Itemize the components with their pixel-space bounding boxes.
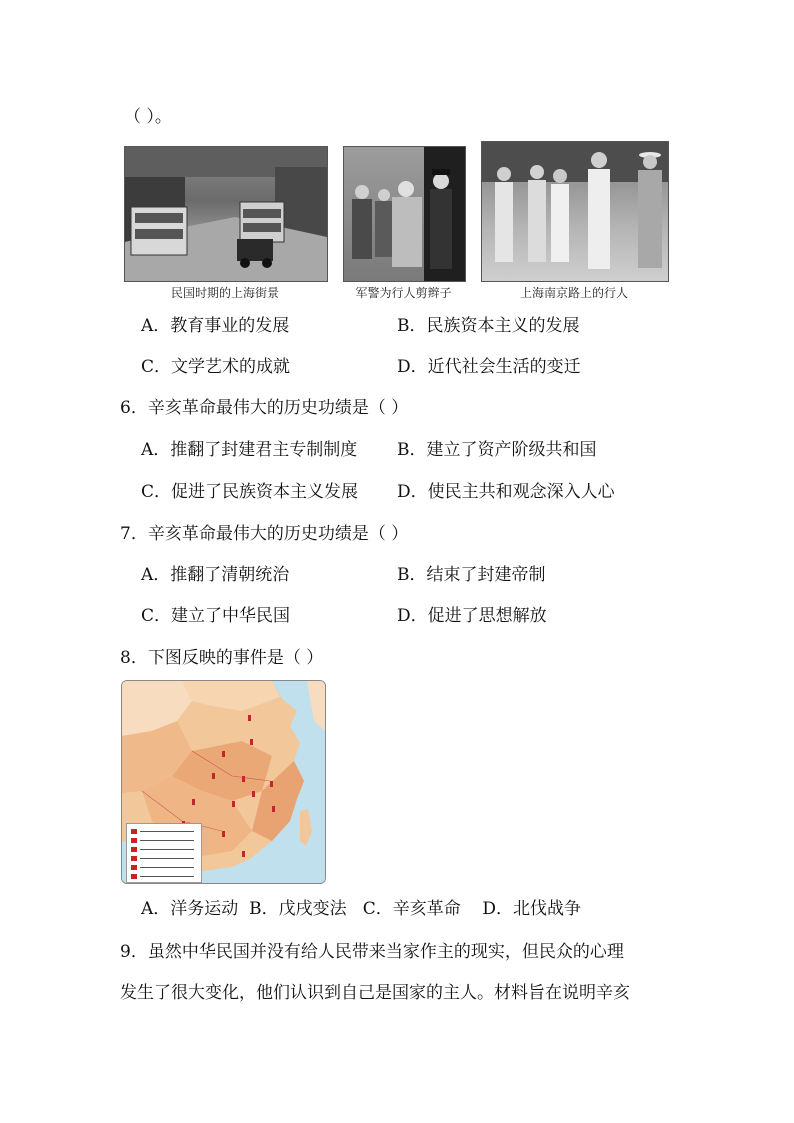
q7-option-c: C．建立了中华民国 — [141, 606, 291, 626]
q6-stem: 6．辛亥革命最伟大的历史功绩是（ ） — [120, 398, 409, 418]
q8-options: A．洋务运动 B．戊戌变法 C．辛亥革命 D．北伐战争 — [141, 899, 582, 919]
nanjing-road-photo — [481, 141, 669, 282]
q6-option-a: A．推翻了封建君主专制制度 — [141, 440, 358, 460]
legend-row — [130, 864, 196, 872]
legend-row — [130, 837, 196, 845]
legend-row — [130, 855, 196, 863]
q7-option-b: B．结束了封建帝制 — [397, 565, 546, 585]
shanghai-street-illustration — [125, 147, 327, 281]
q9-line-2: 发生了很大变化，他们认识到自己是国家的主人。材料旨在说明辛亥 — [120, 983, 630, 1003]
legend-row — [130, 828, 196, 836]
legend-row — [130, 846, 196, 854]
caption-nanjing-road: 上海南京路上的行人 — [519, 286, 628, 300]
q9-line-1: 9．虽然中华民国并没有给人民带来当家作主的现实，但民众的心理 — [120, 942, 624, 962]
q5-option-d: D．近代社会生活的变迁 — [397, 357, 581, 377]
q7-stem: 7．辛亥革命最伟大的历史功绩是（ ） — [120, 524, 409, 544]
q5-option-b: B．民族资本主义的发展 — [397, 316, 580, 336]
shanghai-street-photo — [124, 146, 328, 282]
q5-stem-tail: （ ）。 — [124, 107, 172, 127]
q6-option-b: B．建立了资产阶级共和国 — [397, 440, 597, 460]
q5-option-a: A．教育事业的发展 — [141, 316, 290, 336]
legend-row — [130, 873, 196, 881]
caption-shanghai-street: 民国时期的上海街景 — [170, 286, 279, 300]
caption-queue-cutting: 军警为行人剪辫子 — [355, 286, 452, 300]
q7-option-d: D．促进了思想解放 — [397, 606, 547, 626]
queue-cutting-illustration — [344, 147, 465, 281]
queue-cutting-photo — [343, 146, 466, 282]
uprising-map — [121, 680, 326, 884]
q6-option-c: C．促进了民族资本主义发展 — [141, 482, 359, 502]
q5-option-c: C．文学艺术的成就 — [141, 357, 291, 377]
q7-option-a: A．推翻了清朝统治 — [141, 565, 290, 585]
map-legend — [126, 823, 202, 883]
q6-option-d: D．使民主共和观念深入人心 — [397, 482, 615, 502]
q8-stem: 8．下图反映的事件是（ ） — [120, 648, 324, 668]
nanjing-road-illustration — [482, 142, 668, 281]
